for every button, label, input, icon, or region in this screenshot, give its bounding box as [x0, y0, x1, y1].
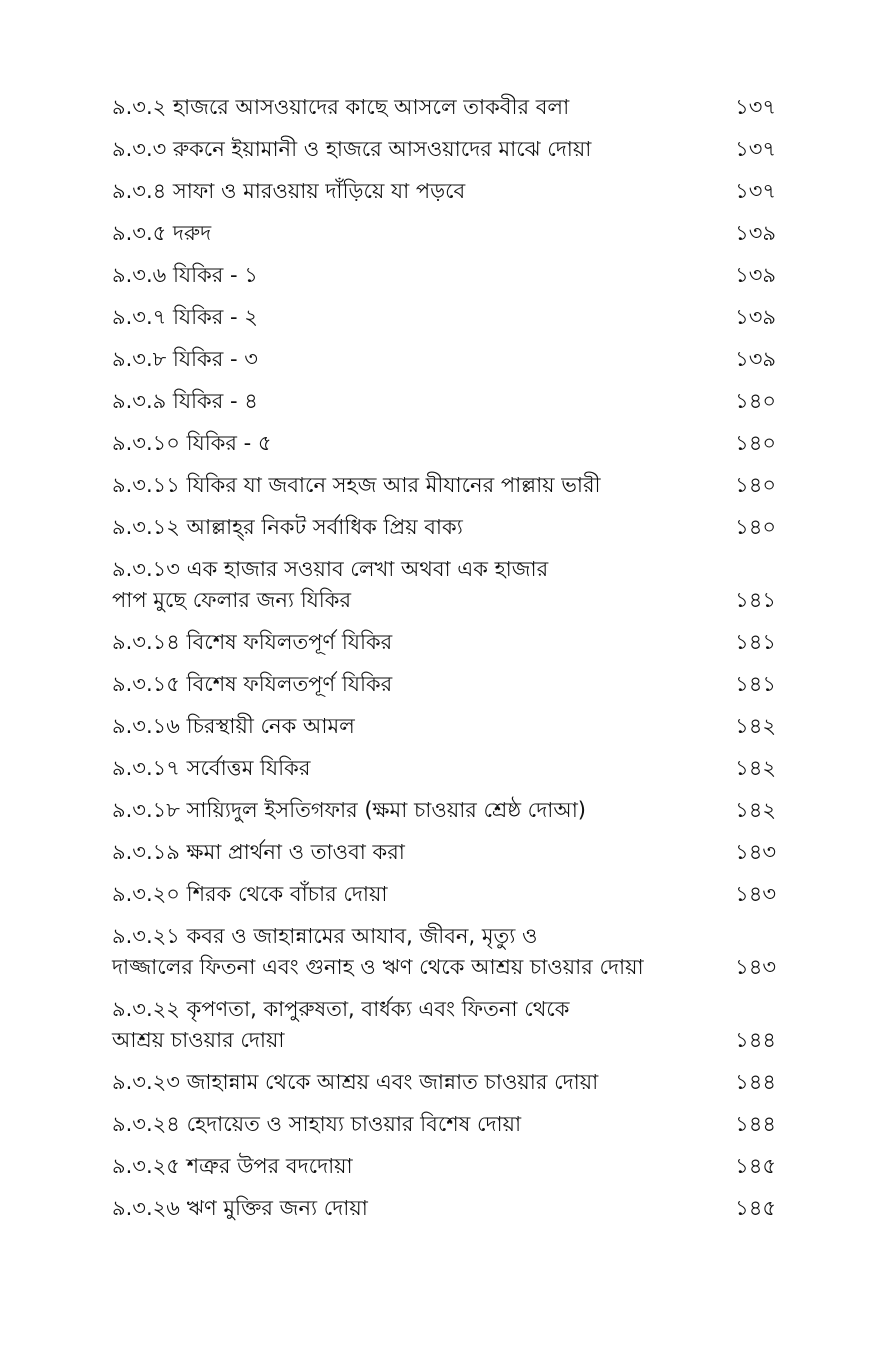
toc-entry [112, 1067, 776, 1098]
toc-entry [112, 344, 776, 375]
toc-entry [112, 176, 776, 207]
toc-entry-page: ১৩৯ [735, 263, 776, 287]
toc-entry [112, 1151, 776, 1182]
toc-entry [112, 753, 776, 784]
toc-entry-page: ১৩৭ [735, 179, 776, 203]
toc-entry-page: ১৪৩ [735, 840, 776, 864]
toc-entry [112, 669, 776, 700]
toc-entry-page: ১৪৫ [735, 1196, 776, 1220]
toc-entry [112, 879, 776, 910]
toc-entry-page: ১৪১ [735, 630, 776, 654]
toc-entry-title: ৯.৩.২০ শিরক থেকে বাঁচার দোয়া [112, 882, 388, 906]
toc-entry-title: ৯.৩.২৩ জাহান্নাম থেকে আশ্রয় এবং জান্নাত চাওয়ার দোয়া [112, 1070, 599, 1094]
toc-entry-title: ৯.৩.১২ আল্লাহ্‌র নিকট সর্বাধিক প্রিয় বাক্য [112, 515, 463, 539]
toc-entry-page: ১৪২ [735, 798, 776, 822]
toc-entry-page: ১৪০ [735, 431, 776, 455]
toc-entry [112, 512, 776, 543]
toc-entry-title: ৯.৩.২২ কৃপণতা, কাপুরুষতা, বার্ধক্য এবং ফিতনা থেকে আশ্রয় চাওয়ার দোয়া [112, 997, 570, 1052]
toc-entry-title: ৯.৩.২৫ শত্রুর উপর বদদোয়া [112, 1154, 353, 1178]
toc-entry-page: ১৪০ [735, 389, 776, 413]
toc-entry-title: ৯.৩.১১ যিকির যা জবানে সহজ আর মীযানের পাল্লায় ভারী [112, 473, 601, 497]
toc-entry-page: ১৪৪ [735, 1070, 776, 1094]
toc-entry-title: ৯.৩.৭ যিকির - ২ [112, 305, 258, 329]
toc-entry [112, 470, 776, 501]
toc-entry-title: ৯.৩.২৪ হেদায়েত ও সাহায্য চাওয়ার বিশেষ দোয়া [112, 1112, 522, 1136]
table-of-contents [112, 92, 776, 1235]
toc-entry-title: ৯.৩.২৬ ঋণ মুক্তির জন্য দোয়া [112, 1196, 368, 1220]
toc-entry-page: ১৪১ [735, 672, 776, 696]
toc-entry-title: ৯.৩.১৮ সায়্যিদুল ইসতিগফার (ক্ষমা চাওয়ার শ্রেষ্ঠ দোআ) [112, 798, 587, 822]
toc-entry-title: ৯.৩.১৩ এক হাজার সওয়াব লেখা অথবা এক হাজার পাপ মুছে ফেলার জন্য যিকির [112, 557, 549, 612]
toc-entry [112, 134, 776, 165]
toc-entry-title: ৯.৩.৬ যিকির - ১ [112, 263, 258, 287]
toc-entry [112, 554, 776, 616]
toc-entry-page: ১৩৯ [735, 221, 776, 245]
toc-entry [112, 711, 776, 742]
toc-entry-title: ৯.৩.৫ দরুদ [112, 221, 212, 245]
toc-entry-page: ১৪৫ [735, 1154, 776, 1178]
toc-entry-page: ১৪৩ [735, 955, 776, 979]
toc-entry [112, 837, 776, 868]
toc-entry [112, 428, 776, 459]
toc-entry [112, 994, 776, 1056]
toc-entry-title: ৯.৩.১০ যিকির - ৫ [112, 431, 272, 455]
toc-entry-page: ১৪২ [735, 756, 776, 780]
toc-entry-page: ১৪৪ [735, 1112, 776, 1136]
toc-entry-title: ৯.৩.১৫ বিশেষ ফযিলতপূর্ণ যিকির [112, 672, 393, 696]
toc-entry-page: ১৩৭ [735, 95, 776, 119]
toc-entry-title: ৯.৩.৩ রুকনে ইয়ামানী ও হাজরে আসওয়াদের মাঝে দোয়া [112, 137, 592, 161]
toc-entry-title: ৯.৩.২ হাজরে আসওয়াদের কাছে আসলে তাকবীর বলা [112, 95, 570, 119]
toc-entry-title: ৯.৩.১৬ চিরস্থায়ী নেক আমল [112, 714, 355, 738]
toc-entry-page: ১৩৯ [735, 305, 776, 329]
toc-entry-page: ১৪৩ [735, 882, 776, 906]
toc-entry [112, 1109, 776, 1140]
toc-entry [112, 218, 776, 249]
toc-entry [112, 795, 776, 826]
toc-entry-page: ১৪১ [735, 588, 776, 612]
toc-entry-page: ১৪২ [735, 714, 776, 738]
toc-entry-title: ৯.৩.৪ সাফা ও মারওয়ায় দাঁড়িয়ে যা পড়বে [112, 179, 466, 203]
toc-entry-page: ১৪৪ [735, 1028, 776, 1052]
toc-entry-page: ১৪০ [735, 473, 776, 497]
toc-entry-title: ৯.৩.১৯ ক্ষমা প্রার্থনা ও তাওবা করা [112, 840, 405, 864]
toc-entry-title: ৯.৩.৯ যিকির - ৪ [112, 389, 258, 413]
toc-entry-title: ৯.৩.৮ যিকির - ৩ [112, 347, 258, 371]
toc-entry-title: ৯.৩.১৪ বিশেষ ফযিলতপূর্ণ যিকির [112, 630, 393, 654]
toc-entry-page: ১৪০ [735, 515, 776, 539]
toc-entry-title: ৯.৩.২১ কবর ও জাহান্নামের আযাব, জীবন, মৃত্যু ও দাজ্জালের ফিতনা এবং গুনাহ ও ঋণ থেকে আশ্রয় চাওয়ার দোয়া [112, 924, 644, 979]
toc-entry [112, 1193, 776, 1224]
toc-entry [112, 921, 776, 983]
toc-entry [112, 92, 776, 123]
toc-entry [112, 386, 776, 417]
toc-entry [112, 260, 776, 291]
toc-entry [112, 302, 776, 333]
toc-entry-title: ৯.৩.১৭ সর্বোত্তম যিকির [112, 756, 311, 780]
toc-entry [112, 627, 776, 658]
toc-entry-page: ১৩৯ [735, 347, 776, 371]
toc-entry-page: ১৩৭ [735, 137, 776, 161]
